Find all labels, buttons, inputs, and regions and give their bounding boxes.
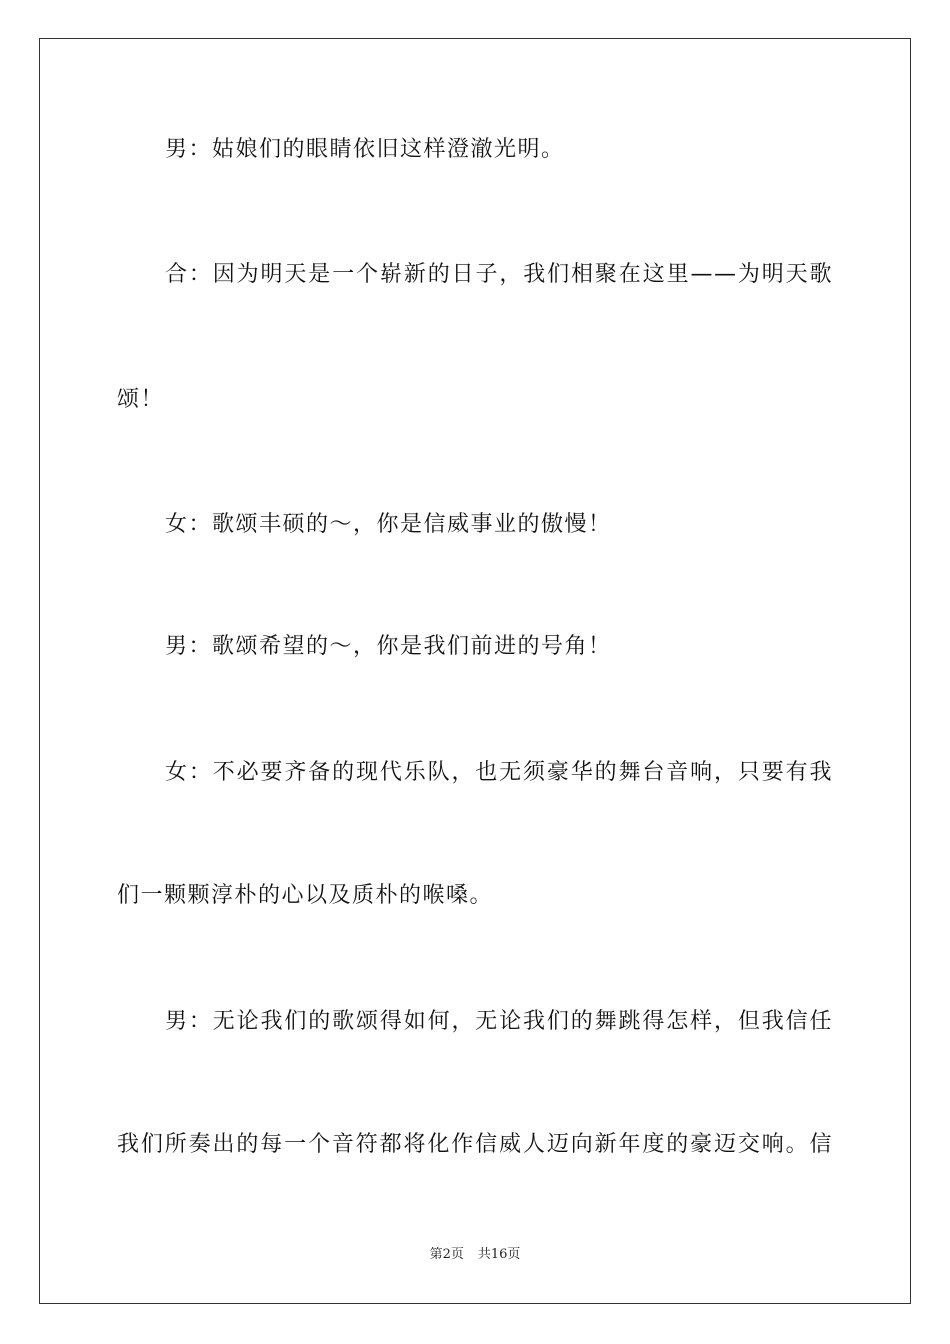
text-line-6: 女：不必要齐备的现代乐队，也无须豪华的舞台音响，只要有我 bbox=[165, 760, 833, 785]
page-frame bbox=[39, 38, 911, 1304]
total-page-count: 共16页 bbox=[477, 1247, 521, 1262]
text-line-2: 合：因为明天是一个崭新的日子，我们相聚在这里——为明天歌 bbox=[165, 262, 833, 287]
page-footer bbox=[0, 1246, 950, 1264]
text-line-3: 颂！ bbox=[117, 387, 165, 412]
text-line-9: 我们所奏出的每一个音符都将化作信威人迈向新年度的豪迈交响。信 bbox=[117, 1132, 833, 1157]
text-line-7: 们一颗颗淳朴的心以及质朴的喉嗓。 bbox=[117, 883, 494, 908]
current-page-number: 第2页 bbox=[429, 1247, 464, 1262]
text-line-1: 男：姑娘们的眼睛依旧这样澄澈光明。 bbox=[165, 137, 565, 162]
text-line-4: 女：歌颂丰硕的～，你是信威事业的傲慢！ bbox=[165, 512, 612, 537]
text-line-5: 男：歌颂希望的～，你是我们前进的号角！ bbox=[165, 634, 612, 659]
text-line-8: 男：无论我们的歌颂得如何，无论我们的舞跳得怎样，但我信任 bbox=[165, 1009, 833, 1034]
